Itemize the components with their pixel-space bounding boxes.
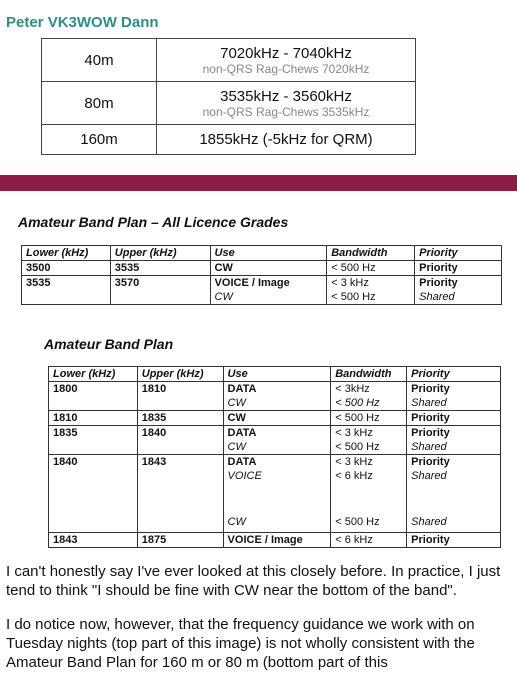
upper-cell: 1840 bbox=[137, 426, 223, 455]
band-plan-title: Amateur Band Plan bbox=[44, 336, 174, 352]
frequency-cell bbox=[157, 125, 416, 155]
lower-cell: 1835 bbox=[49, 426, 138, 455]
col-header: Priority bbox=[407, 367, 501, 382]
use-cell bbox=[223, 455, 331, 533]
message-paragraph: I can't honestly say I've ever looked at this closely before. In practice, I just tend to think "I should be fine with CW near the bottom of the band". bbox=[6, 563, 501, 599]
table-row bbox=[49, 455, 501, 533]
use-text: CW bbox=[227, 516, 246, 528]
bandwidth-text: < 500 Hz bbox=[335, 441, 380, 453]
sender-name[interactable]: Peter VK3WOW Dann bbox=[6, 14, 159, 31]
lower-cell: 1810 bbox=[49, 411, 138, 426]
bandwidth-text: < 500 Hz bbox=[335, 412, 380, 424]
bandwidth-text: < 3 kHz bbox=[335, 427, 373, 439]
priority-text: Shared bbox=[411, 397, 447, 409]
bandwidth-text: < 500 Hz bbox=[331, 262, 376, 274]
table-row bbox=[22, 261, 502, 276]
table-row bbox=[49, 411, 501, 426]
use-cell bbox=[223, 426, 331, 455]
use-cell bbox=[210, 276, 327, 305]
use-cell bbox=[210, 261, 327, 276]
band-plan-table-160m bbox=[48, 366, 501, 548]
header-row bbox=[49, 367, 501, 382]
use-text: DATA bbox=[227, 456, 257, 468]
priority-text: Shared bbox=[419, 291, 455, 303]
bandwidth-text: < 6 kHz bbox=[335, 534, 373, 546]
band-plan-table-80m bbox=[21, 245, 502, 305]
upper-cell: 1843 bbox=[137, 455, 223, 533]
bandwidth-text: < 6 kHz bbox=[335, 470, 373, 482]
priority-text: Priority bbox=[411, 534, 450, 546]
col-header: Priority bbox=[415, 246, 502, 261]
frequency-cell bbox=[157, 82, 416, 125]
table-row bbox=[49, 426, 501, 455]
table-row bbox=[22, 276, 502, 305]
col-header: Upper (kHz) bbox=[137, 367, 223, 382]
use-text: CW bbox=[214, 291, 233, 303]
priority-cell bbox=[407, 533, 501, 548]
band-cell: 40m bbox=[42, 39, 157, 82]
use-text: CW bbox=[227, 441, 246, 453]
band-cell: 160m bbox=[42, 125, 157, 155]
band-cell: 80m bbox=[42, 82, 157, 125]
col-header: Bandwidth bbox=[327, 246, 415, 261]
priority-text: Priority bbox=[419, 277, 458, 289]
bandwidth-cell bbox=[331, 455, 407, 533]
lower-cell: 3535 bbox=[22, 276, 111, 305]
use-text: VOICE / Image bbox=[214, 277, 290, 289]
table-row bbox=[42, 39, 416, 82]
bandwidth-cell bbox=[331, 426, 407, 455]
table-row bbox=[49, 382, 501, 411]
priority-cell bbox=[407, 426, 501, 455]
priority-text: Shared bbox=[411, 441, 447, 453]
col-header: Bandwidth bbox=[331, 367, 407, 382]
col-header: Lower (kHz) bbox=[49, 367, 138, 382]
use-text: CW bbox=[227, 397, 246, 409]
use-text: DATA bbox=[227, 383, 257, 395]
bandwidth-text: < 500 Hz bbox=[335, 397, 380, 409]
upper-cell: 1810 bbox=[137, 382, 223, 411]
lower-cell: 1800 bbox=[49, 382, 138, 411]
use-text: CW bbox=[214, 262, 233, 274]
col-header: Use bbox=[210, 246, 327, 261]
use-text: VOICE bbox=[227, 470, 262, 482]
upper-cell: 1875 bbox=[137, 533, 223, 548]
frequency-note: non-QRS Rag-Chews 3535kHz bbox=[202, 104, 370, 119]
lower-cell: 1840 bbox=[49, 455, 138, 533]
bandwidth-text: < 3 kHz bbox=[335, 456, 373, 468]
col-header: Lower (kHz) bbox=[22, 246, 111, 261]
frequency-cell bbox=[157, 39, 416, 82]
use-text: CW bbox=[227, 412, 246, 424]
table-row bbox=[49, 533, 501, 548]
priority-text: Priority bbox=[419, 262, 458, 274]
priority-cell bbox=[407, 411, 501, 426]
bandwidth-cell bbox=[331, 411, 407, 426]
upper-cell: 3535 bbox=[110, 261, 210, 276]
priority-cell bbox=[407, 382, 501, 411]
bandwidth-cell bbox=[331, 533, 407, 548]
lower-cell: 1843 bbox=[49, 533, 138, 548]
use-text: DATA bbox=[227, 427, 257, 439]
band-plan-title: Amateur Band Plan – All Licence Grades bbox=[18, 214, 289, 230]
priority-text: Priority bbox=[411, 412, 450, 424]
frequency-range: 3535kHz - 3560kHz bbox=[220, 87, 352, 105]
upper-cell: 1835 bbox=[137, 411, 223, 426]
bandwidth-text: < 500 Hz bbox=[335, 516, 380, 528]
bandwidth-text: < 500 Hz bbox=[331, 291, 376, 303]
net-frequency-table bbox=[41, 38, 416, 155]
priority-cell bbox=[415, 276, 502, 305]
priority-cell bbox=[407, 455, 501, 533]
header-row bbox=[22, 246, 502, 261]
message-paragraph: I do notice now, however, that the frequency guidance we work with on Tuesday nights (top part of this image) is not wholly consistent with the Amateur Band Plan for 160 m or 80 m (bottom part of this bbox=[6, 616, 475, 671]
bandwidth-cell bbox=[327, 261, 415, 276]
message-body bbox=[6, 562, 514, 687]
lower-cell: 3500 bbox=[22, 261, 111, 276]
use-cell bbox=[223, 533, 331, 548]
use-cell bbox=[223, 411, 331, 426]
priority-text: Priority bbox=[411, 383, 450, 395]
use-cell bbox=[223, 382, 331, 411]
use-text: VOICE / Image bbox=[227, 534, 303, 546]
image-divider bbox=[0, 175, 517, 191]
frequency-range: 1855kHz (-5kHz for QRM) bbox=[199, 131, 373, 148]
bandwidth-text: < 3kHz bbox=[335, 383, 370, 395]
table-row bbox=[42, 125, 416, 155]
bandwidth-cell bbox=[331, 382, 407, 411]
frequency-note: non-QRS Rag-Chews 7020kHz bbox=[202, 61, 370, 76]
priority-text: Shared bbox=[411, 470, 447, 482]
col-header: Use bbox=[223, 367, 331, 382]
upper-cell: 3570 bbox=[110, 276, 210, 305]
col-header: Upper (kHz) bbox=[110, 246, 210, 261]
priority-text: Priority bbox=[411, 456, 450, 468]
priority-text: Priority bbox=[411, 427, 450, 439]
frequency-range: 7020kHz - 7040kHz bbox=[220, 44, 352, 62]
priority-cell bbox=[415, 261, 502, 276]
table-row bbox=[42, 82, 416, 125]
priority-text: Shared bbox=[411, 516, 447, 528]
bandwidth-cell bbox=[327, 276, 415, 305]
bandwidth-text: < 3 kHz bbox=[331, 277, 369, 289]
